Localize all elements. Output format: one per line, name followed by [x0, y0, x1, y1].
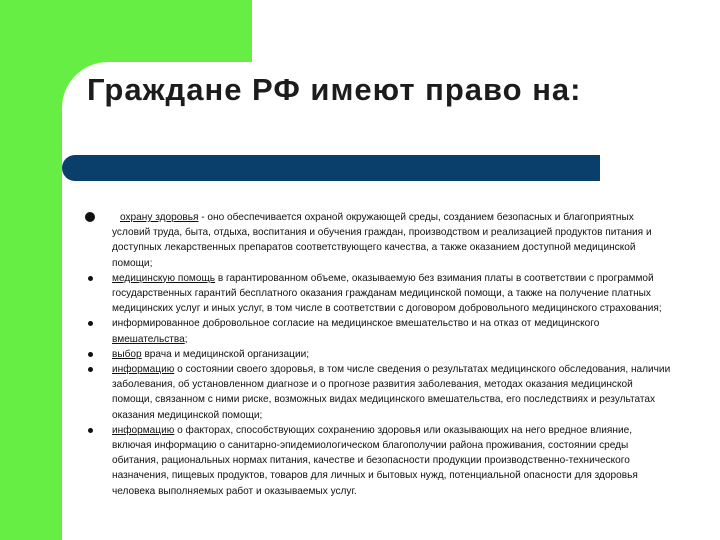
item-link[interactable]: охрану здоровья: [120, 212, 199, 223]
list-item: [112, 423, 672, 499]
item-link[interactable]: информацию: [112, 364, 175, 376]
bullet-icon: [88, 367, 93, 372]
item-link[interactable]: вмешательства: [112, 333, 185, 345]
item-text: - оно обеспечивается охраной окружающей среды, созданием безопасных и благоприятных условий труда, быта, отдыха, воспитания и обучения граждан, производством и реализацией продуктов питания и доступных лекарственных препаратов соответствующего качества, а также оказанием доступной медицинской помощи;: [112, 212, 652, 269]
list-item: [112, 316, 672, 346]
list-item: [112, 210, 672, 271]
list-item: [112, 362, 672, 423]
slide-title: Граждане РФ имеют право на:: [87, 72, 582, 107]
bullet-icon: [88, 352, 93, 357]
item-text: о факторах, способствующих сохранению здоровья или оказывающих на него вредное влияние, включая информацию о санитарно-эпидемиологическом благополучии района проживания, состоянии среды обитания, рациональных нормах питания, качестве и безопасности продукции производственно-технического назначения, пищевых продуктов, товаров для личных и бытовых нужд, потенциальной опасности для здоровья человека выполняемых работ и оказываемых услуг.: [112, 424, 638, 497]
title-divider-bar: [62, 155, 600, 181]
item-text: ;: [184, 333, 188, 345]
item-link[interactable]: медицинскую помощь: [112, 272, 216, 284]
item-text: в гарантированном объеме, оказываемую без взимания платы в соответствии с программой государственных гарантий бесплатного оказания гражданам медицинской помощи, а также на получение платных медицинских услуг и иных услуг, в том числе в соответствии с договором добровольного медицинского страхования;: [112, 272, 662, 315]
item-link[interactable]: выбор: [112, 348, 142, 360]
item-text: информированное добровольное согласие на медицинское вмешательство и на отказ от медицинского: [112, 318, 600, 330]
item-link[interactable]: информацию: [112, 424, 175, 436]
list-item: [112, 271, 672, 317]
item-text: врача и медицинской организации;: [141, 348, 310, 360]
bullet-icon: [88, 276, 93, 281]
rights-list: [112, 210, 672, 499]
list-item: [112, 347, 672, 362]
bullet-icon: [85, 212, 95, 222]
item-text: о состоянии своего здоровья, в том числе сведения о результатах медицинского обследования, наличии заболевания, об установленном диагнозе и о прогнозе развития заболевания, методах оказания медицинской помощи, связанном с ними риске, возможных видах медицинского вмешательства, его последствиях и результатах оказания медицинской помощи;: [112, 364, 671, 421]
bullet-icon: [88, 428, 93, 433]
